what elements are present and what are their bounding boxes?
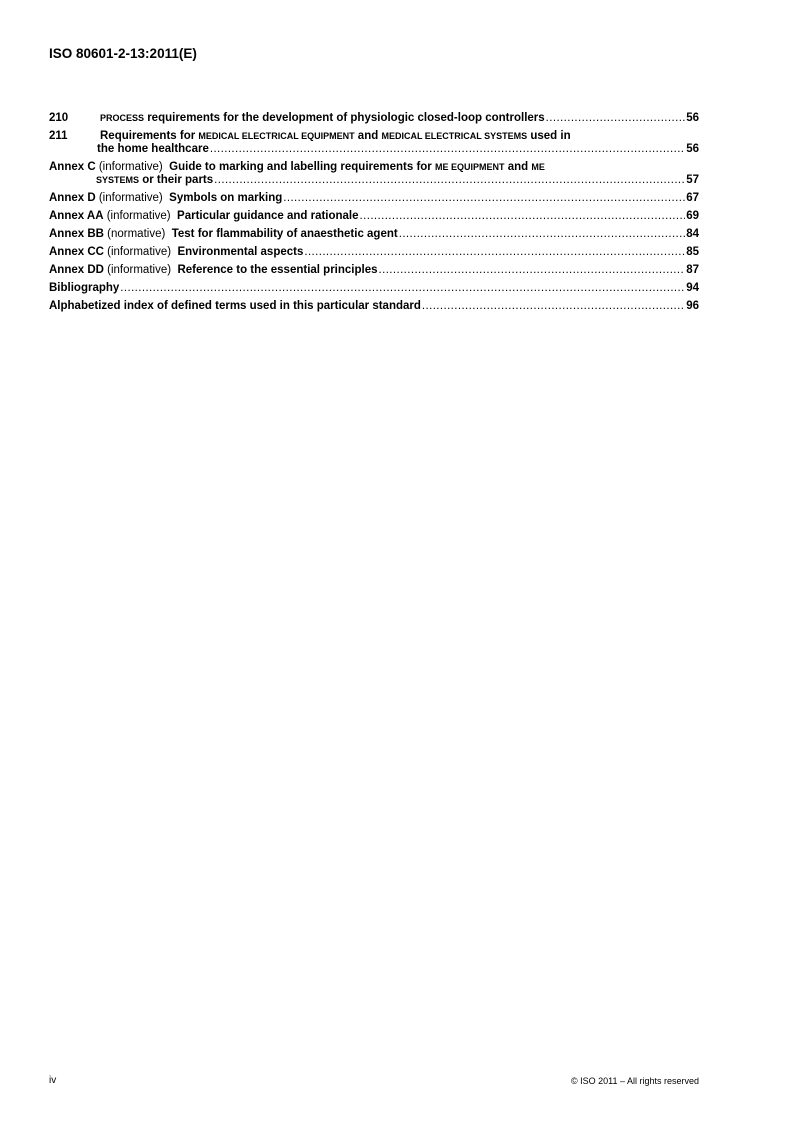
dot-leader: [399, 228, 685, 241]
toc-entry-210[interactable]: [49, 112, 699, 125]
toc-entry-title: Requirements for MEDICAL ELECTRICAL EQUIPMENT and MEDICAL ELECTRICAL SYSTEMS used in: [100, 130, 571, 142]
toc-entry-title: Reference to the essential principles: [177, 264, 378, 276]
table-of-contents: [49, 112, 699, 318]
toc-page-number: 69: [686, 210, 699, 222]
toc-page-number: 87: [686, 264, 699, 276]
toc-entry-title: Symbols on marking: [169, 192, 283, 204]
toc-page-number: 96: [686, 300, 699, 312]
dot-leader: [379, 264, 686, 277]
document-header: ISO 80601-2-13:2011(E): [49, 46, 197, 61]
dot-leader: [422, 300, 685, 313]
toc-entry-annex-d[interactable]: [49, 192, 699, 205]
toc-entry-211[interactable]: [49, 130, 699, 156]
toc-entry-title-continued: the home healthcare: [97, 143, 209, 155]
annex-kind: (informative): [103, 210, 171, 222]
toc-page-number: 67: [686, 192, 699, 204]
toc-entry-number: 211: [49, 130, 68, 142]
dot-leader: [360, 210, 686, 223]
toc-entry-bibliography[interactable]: [49, 282, 699, 295]
dot-leader: [214, 174, 685, 187]
toc-entry-title: PROCESS requirements for the development of physiologic closed-loop controllers: [100, 112, 545, 124]
annex-kind: (informative): [103, 246, 172, 258]
toc-page-number: 56: [686, 143, 699, 155]
toc-entry-title: Alphabetized index of defined terms used in this particular standard: [49, 300, 421, 312]
annex-label: Annex D: [49, 192, 96, 204]
toc-entry-title: Test for flammability of anaesthetic agent: [171, 228, 398, 240]
annex-kind: (informative): [95, 192, 163, 204]
dot-leader: [120, 282, 685, 295]
dot-leader: [210, 143, 685, 156]
toc-entry-annex-dd[interactable]: [49, 264, 699, 277]
toc-page-number: 85: [686, 246, 699, 258]
dot-leader: [304, 246, 685, 259]
toc-entry-title: Environmental aspects: [177, 246, 304, 258]
toc-entry-annex-bb[interactable]: [49, 228, 699, 241]
toc-page-number: 84: [686, 228, 699, 240]
toc-page-number: 94: [686, 282, 699, 294]
annex-kind: (normative): [103, 228, 166, 240]
toc-entry-title: Guide to marking and labelling requirements for ME EQUIPMENT and ME: [169, 161, 545, 173]
annex-kind: (informative): [103, 264, 172, 276]
annex-label: Annex BB: [49, 228, 104, 240]
toc-entry-annex-aa[interactable]: [49, 210, 699, 223]
toc-entry-number: 210: [49, 112, 69, 124]
annex-label: Annex C: [49, 161, 96, 173]
toc-entry-title: Bibliography: [49, 282, 120, 294]
toc-entry-index[interactable]: [49, 300, 699, 313]
toc-page-number: 56: [686, 112, 699, 124]
dot-leader: [283, 192, 685, 205]
toc-entry-title: Particular guidance and rationale: [177, 210, 359, 222]
dot-leader: [546, 112, 686, 125]
toc-entry-title-continued: SYSTEMS or their parts: [96, 174, 214, 186]
toc-page-number: 57: [686, 174, 699, 186]
annex-label: Annex AA: [49, 210, 104, 222]
annex-kind: (informative): [95, 161, 163, 173]
annex-label: Annex DD: [49, 264, 104, 276]
footer-page-number: iv: [49, 1075, 57, 1086]
toc-entry-annex-cc[interactable]: [49, 246, 699, 259]
annex-label: Annex CC: [49, 246, 104, 258]
toc-entry-annex-c[interactable]: [49, 161, 699, 187]
footer-copyright: © ISO 2011 – All rights reserved: [570, 1076, 699, 1086]
